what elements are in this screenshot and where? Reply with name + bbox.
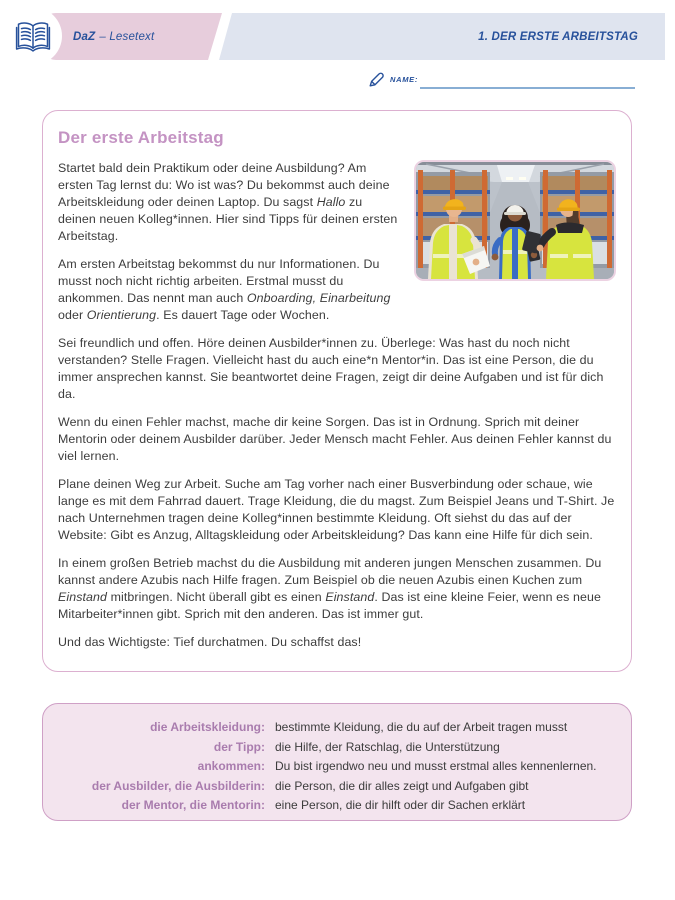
paragraph: Plane deinen Weg zur Arbeit. Suche am Tag vorher nach einer Busverbindung oder schaue, wie lange es mit dem Fahrrad dauert. Trage Kleidung, die du magst. Zum Beispiel Jeans und T-Shirt. Je nach Unternehmen tragen deine Kolleg*innen bestimmte Kleidung. Oft siehst du das auf der Website: Gibt es Anzug, Alltagskleidung oder Arbeitskleidung? Das kann eine Hilfe für dich sein.: [58, 477, 615, 542]
warehouse-photo: [414, 160, 616, 281]
reading-text-card: [42, 110, 632, 672]
vocab-row: [43, 757, 617, 777]
vocab-term: der Mentor, die Mentorin:: [121, 798, 265, 812]
chapter-title: 1. DER ERSTE ARBEITSTAG: [478, 30, 638, 43]
pencil-icon: [368, 71, 385, 93]
vocab-term: der Ausbilder, die Ausbilderin:: [91, 778, 265, 793]
article-title: Der erste Arbeitstag: [58, 128, 224, 147]
vocab-term: ankommen:: [197, 759, 265, 773]
paragraph: Sei freundlich und offen. Höre deinen Ausbilder*innen zu. Überlege: Was hast du noch nicht verstanden? Stelle Fragen. Vielleicht hast du auch eine*n Mentor*in. Das ist eine Person, die du immer ansprechen kannst. Sie beantwortet deine Fragen, zeigt dir deine Aufgaben und ist für dich da.: [58, 336, 604, 401]
paragraph: Und das Wichtigste: Tief durchatmen. Du schaffst das!: [58, 635, 362, 649]
vocabulary-card: [42, 703, 632, 821]
vocab-row: [43, 796, 617, 816]
vocab-definition: bestimmte Kleidung, die du auf der Arbeit tragen musst: [275, 720, 568, 734]
vocab-definition: eine Person, die dir hilft oder dir Sachen erklärt: [275, 798, 526, 812]
vocab-term: der Tipp:: [213, 739, 265, 754]
vocab-definition: die Hilfe, der Ratschlag, die Unterstützung: [275, 739, 500, 754]
paragraph: Am ersten Arbeitstag bekommst du nur Informationen. Du musst noch nicht richtig arbeiten. Erstmal musst du ankommen. Das nennt man auch Onboarding, Einarbeitung oder Orientierung. Es dauert Tage oder Wochen.: [58, 257, 391, 322]
badge-label-rest: – Lesetext: [99, 30, 155, 43]
vocab-row: [43, 718, 617, 738]
name-line: [420, 87, 635, 89]
name-label: NAME:: [390, 75, 419, 84]
paragraph: Startet bald dein Praktikum oder deine Ausbildung? Am ersten Tag lernst du: Wo ist was? Du bekommst auch deine Arbeitskleidung oder deinen Laptop. Du sagst Hallo zu deinen neuen Kolleg*innen. Hier sind Tipps für deinen ersten Arbeitstag.: [58, 161, 398, 243]
vocab-row: [43, 738, 617, 758]
badge-label-bold: DaZ: [73, 30, 96, 43]
vocab-term: die Arbeitskleidung:: [150, 720, 265, 734]
paragraph: Wenn du einen Fehler machst, mache dir keine Sorgen. Das ist in Ordnung. Sprich mit deiner Mentorin oder deinem Ausbilder darüber. Jeder Mensch macht Fehler. Aus deinen Fehler kannst du viel lernen.: [58, 415, 612, 463]
vocab-definition: die Person, die dir alles zeigt und Aufgaben gibt: [275, 778, 529, 793]
lesson-badge-label: [73, 13, 154, 60]
paragraph: In einem großen Betrieb machst du die Ausbildung mit anderen jungen Menschen zusammen. Du kannst andere Azubis nach Hilfe fragen. Zum Beispiel ob die neuen Azubis einen Kuchen zum Einstand mitbringen. Nicht überall gibt es einen Einstand. Das ist eine kleine Feier, wenn es neue Mitarbeiter*innen gibt. Sprich mit den anderen. Das ist immer gut.: [58, 556, 602, 621]
vocab-definition: Du bist irgendwo neu und musst erstmal alles kennenlernen.: [275, 759, 597, 773]
open-book-icon: [15, 21, 51, 57]
vocab-row: [43, 777, 617, 797]
